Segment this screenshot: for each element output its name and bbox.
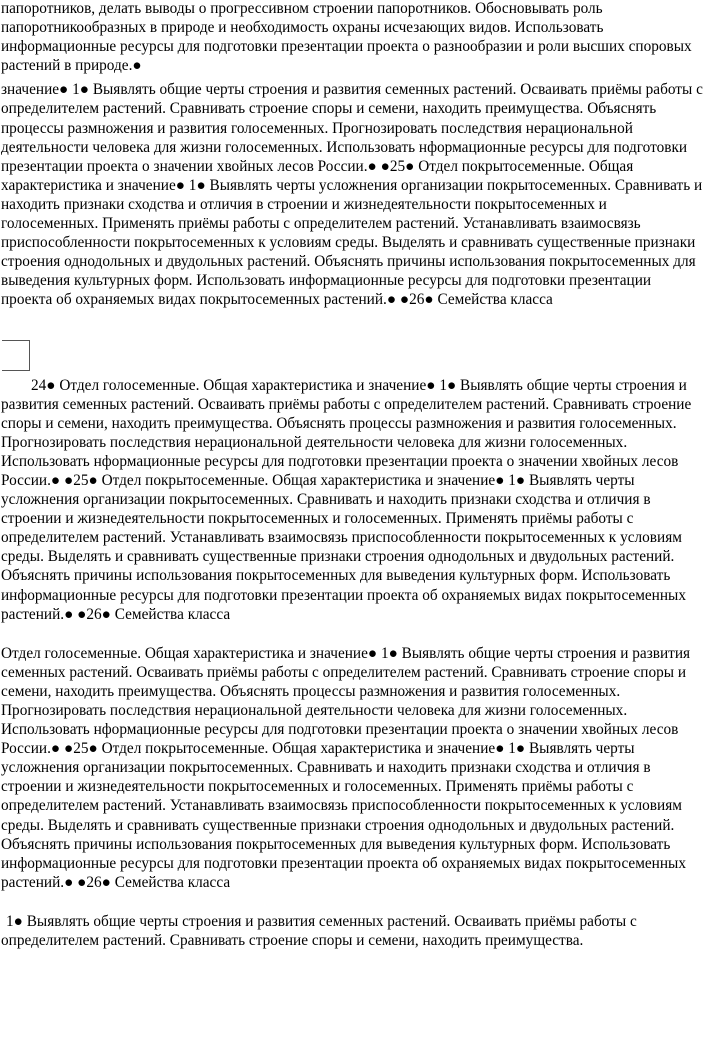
paragraph-gymnosperms-section-24: 24● Отдел голосеменные. Общая характеристика и значение● 1● Выявлять общие черты строения и развития семенных растений. Осваивать приёмы работы с определителем растений. Сравнивать строение споры и семени, находить преимущества. Объяснять процессы размножения и развития голосеменных. Прогнозировать последствия нерациональной деятельности человека для жизни голосеменных. Использовать нформационные ресурсы для подготовки презентации проекта о значении хвойных лесов России.● ●25● Отдел покрытосеменные. Общая характеристика и значение● 1● Выявлять черты усложнения организации покрытосеменных. Сравнивать и находить признаки сходства и отличия в строении и жизнедеятельности покрытосеменных и голосеменных. Применять приёмы работы с определителем растений. Устанавливать взаимосвязь приспособленности покрытосеменных к условиям среды. Выделять и сравнивать существенные признаки строения однодольных и двудольных растений. Объяснять причины использования покрытосеменных для выведения культурных форм. Использовать информационные ресурсы для подготовки презентации проекта об охраняемых видах покрытосеменных растений.● ●26● Семейства класса: [1, 376, 692, 623]
paragraph-gymnosperms-repeat: Отдел голосеменные. Общая характеристика и значение● 1● Выявлять общие черты строения и развития семенных растений. Осваивать приёмы работы с определителем растений. Сравнивать строение споры и семени, находить преимущества. Объяснять процессы размножения и развития голосеменных. Прогнозировать последствия нерациональной деятельности человека для жизни голосеменных. Использовать нформационные ресурсы для подготовки презентации проекта о значении хвойных лесов России.● ●25● Отдел покрытосеменные. Общая характеристика и значение● 1● Выявлять черты усложнения организации покрытосеменных. Сравнивать и находить признаки сходства и отличия в строении и жизнедеятельности покрытосеменных и голосеменных. Применять приёмы работы с определителем растений. Устанавливать взаимосвязь приспособленности покрытосеменных к условиям среды. Выделять и сравнивать существенные признаки строения однодольных и двудольных растений. Объяснять причины использования покрытосеменных для выведения культурных форм. Использовать информационные ресурсы для подготовки презентации проекта об охраняемых видах покрытосеменных растений.● ●26● Семейства класса: [1, 644, 691, 891]
paragraph-gymnosperms-summary: значение● 1● Выявлять общие черты строения и развития семенных растений. Осваивать приёмы работы с определителем растений. Сравнивать строение споры и семени, находить преимущества. Объяснять процессы размножения и развития голосеменных. Прогнозировать последствия нерациональной деятельности человека для жизни голосеменных. Использовать нформационные ресурсы для подготовки презентации проекта о значении хвойных лесов России.● ●25● Отдел покрытосеменные. Общая характеристика и значение● 1● Выявлять черты усложнения организации покрытосеменных. Сравнивать и находить признаки сходства и отличия в строении и жизнедеятельности покрытосеменных и голосеменных. Применять приёмы работы с определителем растений. Устанавливать взаимосвязь приспособленности покрытосеменных к условиям среды. Выделять и сравнивать существенные признаки строения однодольных и двудольных растений. Объяснять причины использования покрытосеменных для выведения культурных форм. Использовать информационные ресурсы для подготовки презентации проекта об охраняемых видах покрытосеменных растений.● ●26● Семейства класса: [1, 81, 703, 309]
broken-image-frame: [2, 340, 30, 371]
paragraph-seed-plants: 1● Выявлять общие черты строения и развития семенных растений. Осваивать приёмы работы с определителем растений. Сравнивать строение споры и семени, находить преимущества.: [1, 912, 637, 950]
paragraph-ferns: папоротников, делать выводы о прогрессивном строении папоротников. Обосновывать роль папоротникообразных в природе и необходимость охраны исчезающих видов. Использовать информационные ресурсы для подготовки презентации проекта о разнообразии и роли высших споровых растений в природе.●: [1, 0, 692, 75]
image-placeholder-area: [1, 310, 704, 368]
